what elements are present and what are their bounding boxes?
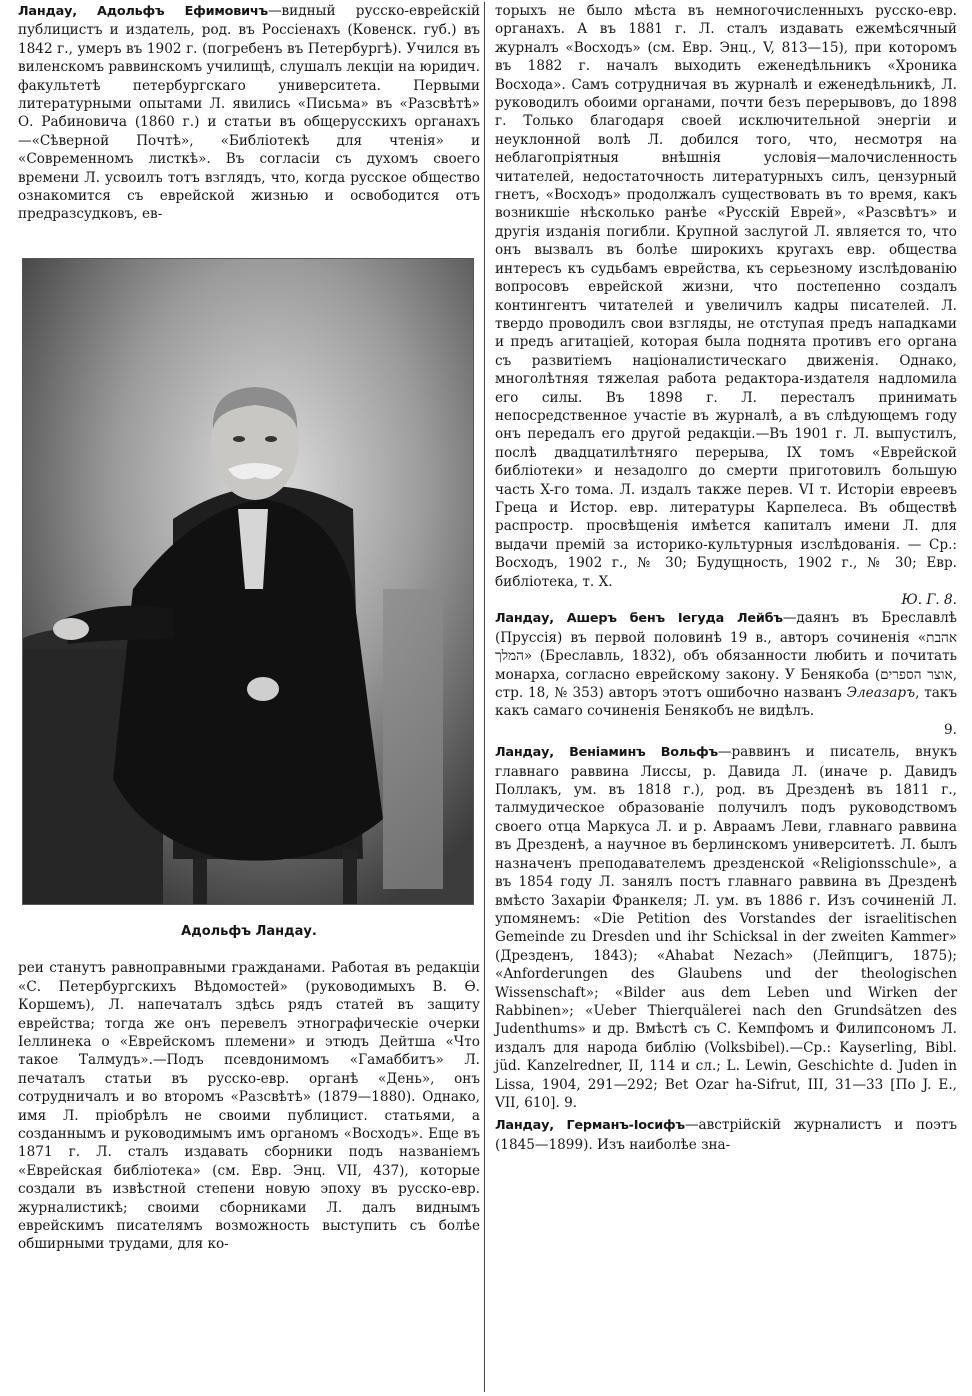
right-column bbox=[495, 2, 957, 1154]
entry-text: —раввинъ и писатель, внукъ главнаго раввина Лиссы, р. Давида Л. (иначе р. Давидъ Поллакъ, ум. въ 1818 г.), род. въ Дрезденѣ въ 1811 г., талмудическое образованіе получилъ подъ руководствомъ своего отца Маркуса Л. и р. Авраамъ Леви, главнаго раввина въ Дрезденѣ, а научное въ берлинскомъ университетѣ. Л. былъ назначенъ преподавателемъ дрезденской «Religionsschule», а въ 1854 году Л. занялъ постъ главнаго раввина въ Дрезденѣ вмѣсто Захаріи Франкеля; Л. ум. въ 1886 г. Изъ сочиненій Л. упомянемъ: «Die Petition des Vorstandes der israelitischen Gemeinde zu Dresden und ihr Schicksal in der zweiten Kammer» (Дрезденъ, 1843); «Ahabat Nezach» (Лейпцигъ, 1875); «Anforderungen des Glaubens und der theologischen Wissenschaft»; «Bilder aus dem Leben und Wirken der Rabbinen»; «Ueber Thierquälerei nach den Grundsätzen des Judenthums» и др. Вмѣстѣ съ С. Кемпфомъ и Филипсономъ Л. издалъ для народа библію (Volksbibel).—Ср.: Kayserling, Bibl. jüd. Kanzelredner, II, 114 и сл.; L. Lewin, Geschichte d. Juden in Lissa, 1904, 291—292; Bet Ozar ha-Sifrut, III, 31—33 [По J. E., VII, 610]. bbox=[495, 744, 957, 1111]
entry-adolf-landau bbox=[18, 2, 480, 224]
entry-text-end: , такъ какъ самаго сочиненія Бенякобъ не видѣлъ. bbox=[495, 685, 957, 720]
signature-text: 9. bbox=[944, 721, 957, 738]
portrait-illustration bbox=[23, 259, 473, 904]
entry-heading: Ландау, Ашеръ бенъ Іегуда Лейбъ bbox=[495, 611, 783, 627]
column-divider bbox=[484, 2, 485, 1392]
entry-text: —даянъ въ Бреславлѣ (Пруссія) въ первой половинѣ 19 в., авторъ сочиненія «אהבת המלך» (Бреславль, 1832), объ обязанности любить и почитать монарха, согласно еврейскому закону. У Бенякоба (אוצר הספרים, стр. 18, № 353) авторъ этотъ ошибочно названъ bbox=[495, 610, 958, 702]
entry-adolf-landau-continuation bbox=[495, 2, 957, 609]
entry-german-landau bbox=[495, 1116, 957, 1154]
entry-heading: Ландау, Адольфъ Ефимовичъ bbox=[18, 4, 268, 19]
entry-italic-name: Элеазаръ bbox=[846, 685, 916, 702]
entry-text: —видный русско-еврейскій публицистъ и издатель, род. въ Россіенахъ (Ковенск. губ.) въ 1842 г., умеръ въ 1902 г. (погребенъ въ Петербургѣ). Учился въ виленскомъ раввинскомъ училищѣ, слушалъ лекціи на юридич. факультетѣ петербургскаго университета. Первыми литературными опытами Л. явились «Письма» въ «Разсвѣтѣ» О. Рабиновича (1860 г.) и статьи въ общерусскихъ органахъ—«Сѣверной Почтѣ», «Библіотекѣ для чтенія» и «Современномъ листкѣ». Въ согласіи съ духомъ своего времени Л. усвоилъ тотъ взглядъ, что, когда русское общество ознакомится съ еврейской жизнью и освободится отъ предразсудковъ, ев- bbox=[18, 3, 480, 223]
entry-text: торыхъ не было мѣста въ немногочисленныхъ русско-евр. органахъ. А въ 1881 г. Л. сталъ издавать ежемѣсячный журналъ «Восходъ» (см. Евр. Энц., V, 813—15), при которомъ въ 1882 г. началъ выходить еженедѣльникъ «Хроника Восхода». Самъ сотрудничая въ журналѣ и еженедѣльникѣ, Л. руководилъ обоими органами, почти безъ перерывовъ, до 1898 г. Только благодаря своей исключительной энергіи и неуклонной волѣ Л. добился того, что, несмотря на неблагопріятныя внѣшнія условія—малочисленность читателей, недостаточность литературныхъ силъ, цензурный гнетъ, «Восходъ» продолжалъ существовать въ то время, какъ возникшіе нѣсколько ранѣе «Русскій Еврей», «Разсвѣтъ» и другія изданія погибли. Крупной заслугой Л. является то, что онъ вызвалъ въ болѣе широкихъ кругахъ евр. общества интересъ къ судьбамъ еврейства, къ серьезному изслѣдованію вопросовъ еврейской жизни, что постепенно создалъ контингентъ читателей и увеличилъ кадры писателей. Л. твердо проводилъ свои взгляды, не отступая предъ нападками и предъ агитаціей, которая была поднята противъ его органа съ развитіемъ націоналистическаго движенія. Однако, многолѣтняя тяжелая работа редактора-издателя надломила его силы. Въ 1898 г. Л. пересталъ принимать непосредственное участіе въ журналѣ, а въ слѣдующемъ году онъ передалъ его другой редакціи.—Въ 1901 г. Л. выпустилъ, послѣ двадцатилѣтняго перерыва, IX томъ «Еврейской библіотеки» и незадолго до смерти приготовилъ большую часть X-го тома. Л. издалъ также перев. VI т. Исторіи евреевъ Греца и Истор. евр. литературы Карпелеса. Въ обществѣ распростр. просвѣщенія имѣется капиталъ имени Л. для выдачи премій за историко-культурныя изслѣдованія. — Ср.: Восходъ, 1902 г., № 30; Будущность, 1902 г., № 30; Евр. библіотека, т. X. bbox=[495, 3, 957, 590]
entry-text: —австрійскій журналистъ и поэтъ (1845—1899). Изъ наиболѣе зна- bbox=[495, 1117, 957, 1153]
author-signature bbox=[495, 591, 957, 609]
author-signature bbox=[495, 721, 957, 739]
entry-asher-landau bbox=[495, 609, 957, 739]
signature-text: 9. bbox=[564, 1094, 578, 1111]
signature-text: Ю. Г. 8. bbox=[901, 592, 957, 608]
entry-veniamin-landau bbox=[495, 743, 957, 1112]
entry-heading: Ландау, Германъ-Іосифъ bbox=[495, 1118, 685, 1134]
entry-adolf-landau-continued: реи станутъ равноправными гражданами. Работая въ редакціи «С. Петербургскихъ Вѣдомостей» (руководимыхъ В. Ѳ. Коршемъ), Л. напечаталъ здѣсь рядъ статей въ защиту еврейства; тогда же онъ перевелъ этнографическіе очерки Іеллинека о «Еврейскомъ племени» и этюдъ Дейтша «Что такое Талмудъ».—Подъ псевдонимомъ «Гамаббитъ» Л. печаталъ статьи въ русско-евр. органѣ «День», онъ сотрудничалъ и во второмъ «Разсвѣтѣ» (1879—1880). Однако, имя Л. пріобрѣлъ не своими публицист. статьями, а созданнымъ и руководимымъ имъ органомъ «Восходъ». Еще въ 1871 г. Л. сталъ издавать сборники подъ названіемъ «Еврейская библіотека» (см. Евр. Энц. VII, 437), которые создали въ извѣстной степени новую эпоху въ русско-евр. журналистикѣ; своими сборниками Л. далъ виднымъ еврейскимъ писателямъ возможность выступить съ болѣе обширными трудами, для ко- bbox=[18, 960, 480, 1253]
left-column bbox=[18, 2, 480, 1254]
entry-heading: Ландау, Веніаминъ Вольфъ bbox=[495, 745, 718, 761]
portrait-caption: Адольфъ Ландау. bbox=[181, 923, 317, 939]
portrait-photo bbox=[22, 258, 474, 905]
